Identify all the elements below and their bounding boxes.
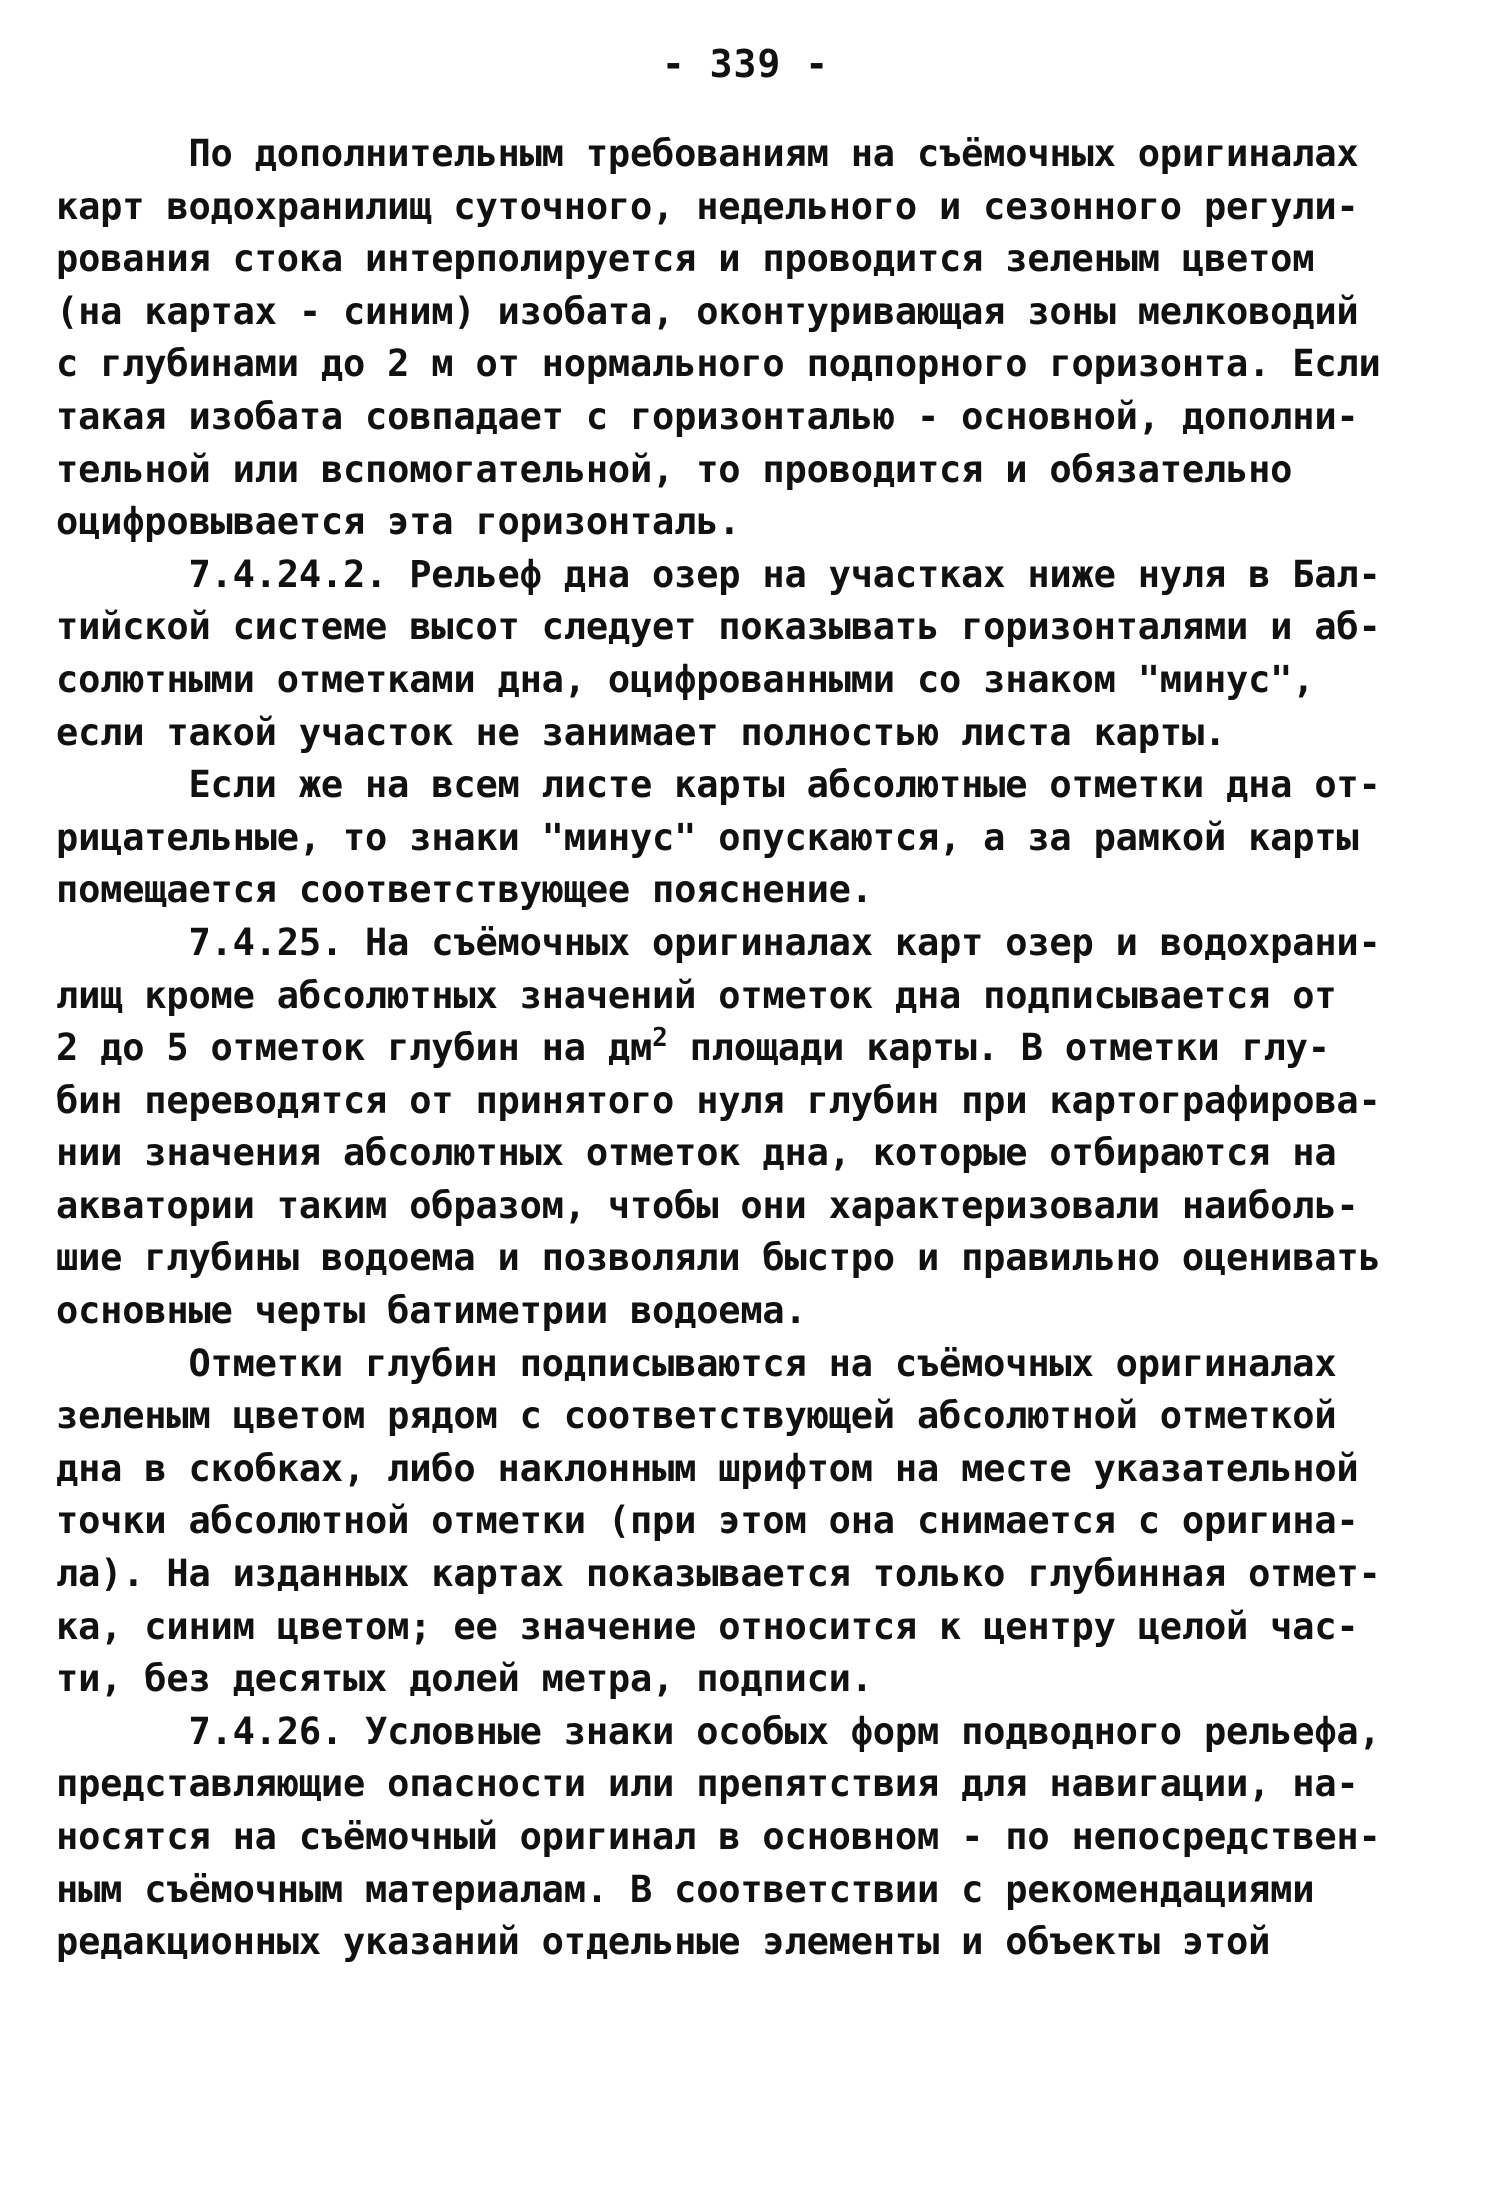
text-line: (на картах - синим) изобата, оконтуривающая зоны мелководий [56,289,1359,333]
text-line: дна в скобках, либо наклонным шрифтом на месте указательной [56,1446,1359,1490]
text-line: 7.4.25. На съёмочных оригиналах карт озер и водохрани- [56,920,1381,964]
text-line-end: площади карты. В отметки глу- [667,1026,1330,1070]
text-line: ти, без десятых долей метра, подписи. [56,1657,873,1701]
text-line: 7.4.24.2. Рельеф дна озер на участках ниже нуля в Бал- [56,552,1381,596]
text-line: рицательные, то знаки "минус" опускаются, а за рамкой карты [56,815,1359,859]
text-line: Если же на всем листе карты абсолютные отметки дна от- [56,763,1381,807]
text-line: 7.4.26. Условные знаки особых форм подводного рельефа, [56,1709,1381,1753]
text-line: редакционных указаний отдельные элементы и объекты этой [56,1920,1271,1964]
text-line: ла). На изданных картах показывается только глубинная отмет- [56,1552,1381,1596]
superscript: 2 [652,1023,668,1054]
page-number: - 339 - [661,42,830,86]
text-line: лищ кроме абсолютных значений отметок дна подписывается от [56,973,1337,1017]
text-line: тийской системе высот следует показывать горизонталями и аб- [56,605,1381,649]
body-text [56,128,1381,1969]
text-line: ным съёмочным материалам. В соответствии с рекомендациями [56,1867,1315,1911]
text-line: такая изобата совпадает с горизонталью - основной, дополни- [56,394,1359,438]
text-line: помещается соответствующее пояснение. [56,868,873,912]
text-line: нии значения абсолютных отметок дна, которые отбираются на [56,1131,1337,1175]
text-line: представляющие опасности или препятствия для навигации, на- [56,1762,1359,1806]
text-line: По дополнительным требованиям на съёмочных оригиналах [56,132,1359,175]
text-line: ка, синим цветом; ее значение относится к центру целой час- [56,1604,1359,1648]
text-line: бин переводятся от принятого нуля глубин при картографирова- [56,1078,1381,1122]
text-line-with-superscript [56,1022,1346,1075]
text-line: носятся на съёмочный оригинал в основном - по непосредствен- [56,1815,1381,1858]
text-line: если такой участок не занимает полностью листа карты. [56,710,1227,754]
text-line: карт водохранилищ суточного, недельного и сезонного регули- [56,184,1359,228]
text-line: Отметки глубин подписываются на съёмочных оригиналах [56,1341,1337,1385]
text-line: точки абсолютной отметки (при этом она снимается с оригина- [56,1499,1359,1543]
text-line: рования стока интерполируется и проводится зеленым цветом [56,237,1315,281]
text-line: оцифровывается эта горизонталь. [56,500,741,544]
text-line-start: 2 до 5 отметок глубин на дм [56,1026,653,1070]
text-line: зеленым цветом рядом с соответствующей абсолютной отметкой [56,1394,1337,1438]
text-line: шие глубины водоема и позволяли быстро и правильно оценивать [56,1236,1381,1280]
text-line: с глубинами до 2 м от нормального подпорного горизонта. Если [56,342,1381,386]
text-line: солютными отметками дна, оцифрованными со знаком "минус", [56,657,1315,701]
text-line: акватории таким образом, чтобы они характеризовали наиболь- [56,1183,1359,1227]
text-line: основные черты батиметрии водоема. [56,1289,807,1333]
text-line: тельной или вспомогательной, то проводится и обязательно [56,447,1293,491]
